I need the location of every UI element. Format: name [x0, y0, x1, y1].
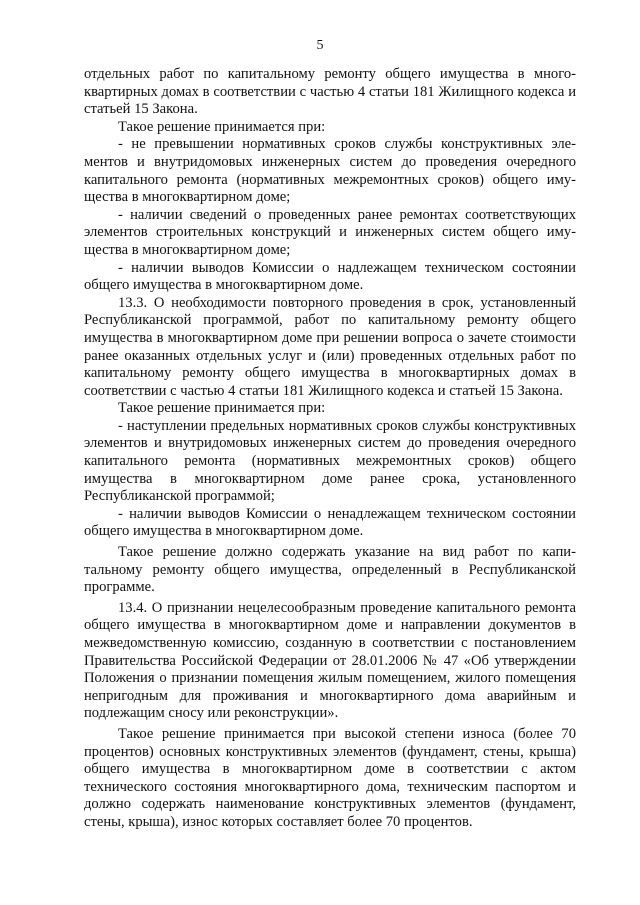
- paragraph-list-item: - наступлении предельных нормативных сроков службы конструктивных элементов и внутридомовых инженерных систем до проведения очередного капитального ремонта (нормативных межремонтных сроков) общего имущества в многоквартирном доме ранее срока, установленного Республиканской программой;: [84, 417, 576, 505]
- paragraph-decision-intro: Такое решение принимается при:: [118, 400, 326, 417]
- paragraph-list-item: - наличии сведений о проведенных ранее ремонтах соответствующих элементов строительных конструкций и инженерных систем общего имущества в многоквартирном доме;: [84, 206, 576, 258]
- page-number: 5: [316, 38, 324, 53]
- paragraph-list-item: - наличии выводов Комиссии о надлежащем техническом состоянии общего имущества в многоквартирном доме.: [84, 259, 576, 294]
- paragraph-section-13-3: 13.3. О необходимости повторного проведения в срок, установленный Республиканской программой, работ по капитальному ремонту общего имущества в многоквартирном доме при решении вопроса о зачете стоимости ранее оказанных отдельных услуг и (или) проведенных отдельных работ по капитальному ремонту общего имущества в многоквартирных домах в соответствии с частью 4 статьи 181 Жилищного кодекса и статьей 15 Закона.: [84, 294, 576, 399]
- paragraph-section-13-4: 13.4. О признании нецелесообразным проведение капитального ремонта общего имущества в многоквартирном доме и направлении документов в межведомственную комиссию, созданную в соответствии с постановлением Правительства Российской Федерации от 28.01.2006 № 47 «Об утверждении Положения о признании помещения жилым помещением, жилого помещения непригодным для проживания и многоквартирного дома аварийным и подлежащим сносу или реконструкции».: [84, 599, 576, 722]
- document-body: [84, 66, 576, 832]
- paragraph-list-item: - наличии выводов Комиссии о ненадлежащем техническом состоянии общего имущества в многоквартирном доме.: [84, 505, 576, 540]
- paragraph-list-item: - не превышении нормативных сроков службы конструктивных элементов и внутридомовых инженерных систем до проведения очередного капитального ремонта (нормативных межремонтных сроков) общего имущества в многоквартирном доме;: [84, 136, 576, 206]
- paragraph-decision-content: Такое решение должно содержать указание на вид работ по капитальному ремонту общего имущества, определенный в Республиканской программе.: [84, 544, 576, 596]
- paragraph-decision-intro: Такое решение принимается при:: [118, 118, 326, 135]
- paragraph-continuation: отдельных работ по капитальному ремонту общего имущества в многоквартирных домах в соответствии с частью 4 статьи 181 Жилищного кодекса и статьей 15 Закона.: [84, 66, 576, 118]
- paragraph-decision-conditions: Такое решение принимается при высокой степени износа (более 70 процентов) основных конструктивных элементов (фундамент, стены, крыша) общего имущества в многоквартирном доме в соответствии с актом технического состояния многоквартирного дома, техническим паспортом и должно содержать наименование конструктивных элементов (фундамент, стены, крыша), износ которых составляет более 70 процентов.: [84, 725, 576, 830]
